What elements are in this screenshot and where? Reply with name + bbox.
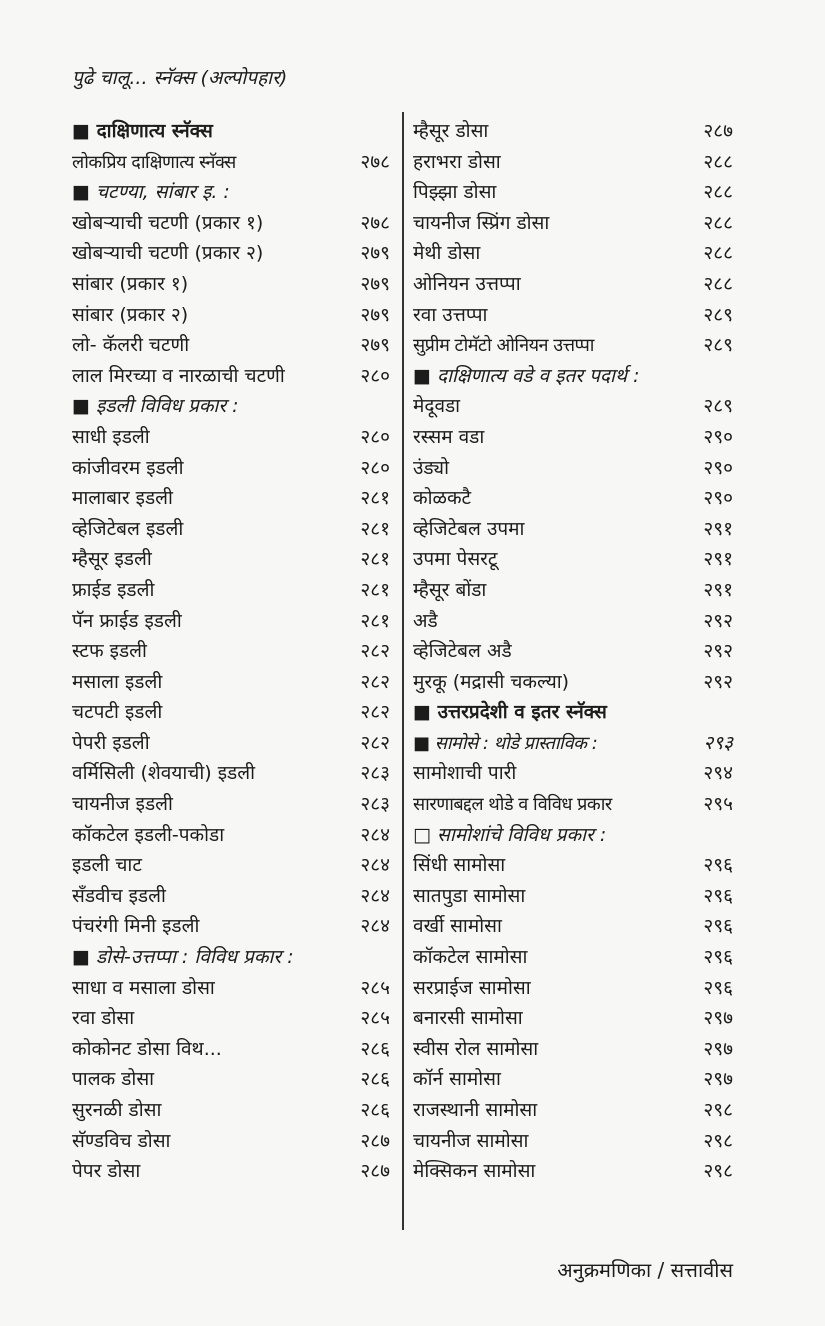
entry-label: उंड्यो: [413, 456, 449, 479]
entry-label: पेपर डोसा: [72, 1160, 141, 1183]
index-entry: [413, 973, 733, 1004]
entry-label: ■ दाक्षिणात्य स्‍नॅक्स: [72, 120, 213, 142]
index-entry: [413, 758, 733, 789]
index-heading: [72, 942, 390, 973]
entry-label: खोबऱ्याची चटणी (प्रकार २): [72, 242, 264, 265]
index-entry: [72, 238, 390, 269]
index-heading: [413, 820, 733, 851]
entry-label: मालाबार इडली: [72, 487, 173, 510]
page-number: २९५: [703, 793, 733, 816]
entry-label: रवा डोसा: [72, 1007, 135, 1030]
page-number: २८०: [360, 456, 390, 479]
page-number: २९८: [703, 1099, 733, 1121]
index-entry: [413, 1064, 733, 1095]
entry-label: चायनीज स्प्रिंग डोसा: [413, 211, 550, 234]
index-entry: [72, 881, 390, 912]
index-entry: [72, 728, 390, 759]
entry-label: रस्सम वडा: [413, 425, 485, 448]
entry-label: साधा व मसाला डोसा: [72, 976, 215, 999]
page-footer: अनुक्रमणिका / सत्तावीस: [557, 1258, 733, 1282]
entry-label: मेथी डोसा: [413, 242, 481, 265]
index-entry: [413, 575, 733, 606]
entry-label: पालक डोसा: [72, 1068, 155, 1091]
entry-label: कॉकटेल इडली-पकोडा: [72, 823, 225, 846]
entry-label: कोळकटै: [413, 487, 472, 510]
entry-label: इडली चाट: [72, 854, 142, 877]
index-entry: [413, 789, 733, 820]
entry-label: चायनीज सामोसा: [413, 1129, 529, 1152]
entry-label: मुरकू (मद्रासी चकल्या): [413, 670, 570, 693]
index-entry: [72, 789, 390, 820]
page-number: २९७: [703, 1037, 733, 1060]
entry-label: लाल मिरच्या व नारळाची चटणी: [72, 364, 285, 387]
page-number: २९७: [703, 1068, 733, 1091]
page-number: २८१: [360, 609, 390, 632]
index-heading: [72, 391, 390, 422]
index-entry: [413, 1156, 733, 1187]
page-number: २८०: [360, 364, 390, 387]
page-number: २८९: [703, 303, 733, 326]
index-entry: [72, 1064, 390, 1095]
page-number: २८४: [360, 823, 390, 846]
entry-label: मेक्सिकन सामोसा: [413, 1160, 536, 1183]
page-number: २९८: [703, 1129, 733, 1152]
index-entry: [72, 269, 390, 300]
index-heading: [413, 728, 733, 759]
page-number: २८२: [360, 670, 390, 693]
entry-label: ■ उत्तरप्रदेशी व इतर स्‍नॅक्स: [413, 701, 607, 724]
page-number: २८३: [360, 793, 390, 816]
column-divider: [402, 112, 404, 1230]
page-number: २८१: [360, 578, 390, 601]
entry-label: साधी इडली: [72, 425, 150, 448]
page-number: २८०: [360, 425, 390, 448]
entry-label: पेपरी इडली: [72, 731, 150, 754]
entry-label: पिझ्झा डोसा: [413, 181, 497, 204]
index-entry: [72, 911, 390, 942]
entry-label: बनारसी सामोसा: [413, 1007, 523, 1030]
page-number: २८२: [360, 701, 390, 724]
page-number: २८४: [360, 915, 390, 938]
index-heading: [72, 116, 390, 147]
index-entry: [72, 147, 390, 178]
index-entry: [72, 1156, 390, 1187]
index-entry: [413, 1095, 733, 1126]
entry-label: सॅण्डविच डोसा: [72, 1129, 171, 1152]
index-entry: [72, 361, 390, 392]
index-entry: [413, 483, 733, 514]
page-number: २९६: [703, 854, 733, 877]
entry-label: वर्मिसिली (शेवयाची) इडली: [72, 762, 256, 785]
page-number: २८७: [360, 1160, 390, 1183]
entry-label: पॅन फ्राईड इडली: [72, 609, 182, 632]
page-number: २९२: [703, 640, 733, 663]
index-entry: [72, 330, 390, 361]
index-entry: [72, 483, 390, 514]
entry-label: मसाला इडली: [72, 670, 163, 693]
entry-label: व्हेजिटेबल उपमा: [413, 517, 525, 540]
page-number: २८६: [360, 1099, 390, 1121]
page-number: २९०: [703, 456, 733, 479]
entry-label: सामोशाची पारी: [413, 762, 517, 785]
entry-label: कांजीवरम इडली: [72, 456, 184, 479]
entry-label: सांबार (प्रकार १): [72, 272, 189, 295]
entry-label: म्हैसूर इडली: [72, 548, 152, 571]
entry-label: हराभरा डोसा: [413, 150, 501, 173]
page-number: २८८: [703, 242, 733, 265]
page-number: २९८: [703, 1160, 733, 1183]
page-number: २९२: [703, 609, 733, 632]
entry-label: चटपटी इडली: [72, 701, 163, 724]
index-entry: [413, 942, 733, 973]
page-number: २८३: [360, 762, 390, 785]
page-number: २९०: [703, 425, 733, 448]
page-number: २९६: [703, 884, 733, 907]
page-number: २८९: [703, 395, 733, 418]
page-number: २९१: [703, 578, 733, 601]
entry-label: पंचरंगी मिनी इडली: [72, 915, 200, 938]
entry-label: सरप्राईज सामोसा: [413, 976, 531, 999]
entry-label: सारणाबद्दल थोडे व विविध प्रकार: [413, 794, 612, 816]
index-entry: [413, 177, 733, 208]
index-entry: [413, 116, 733, 147]
index-entry: [413, 269, 733, 300]
index-entry: [413, 881, 733, 912]
index-entry: [413, 300, 733, 331]
entry-label: □ सामोशांचे विविध प्रकार :: [413, 823, 607, 846]
entry-label: व्हेजिटेबल इडली: [72, 517, 184, 540]
entry-label: अडै: [413, 609, 438, 632]
page-number: २९७: [703, 1007, 733, 1030]
index-entry: [72, 1034, 390, 1065]
index-entry: [413, 330, 733, 361]
index-column-left: [72, 116, 390, 1187]
page-number: २९०: [703, 487, 733, 510]
entry-label: कॉर्न सामोसा: [413, 1068, 501, 1091]
index-entry: [413, 422, 733, 453]
page-number: २७९: [360, 242, 390, 265]
entry-label: स्वीस रोल सामोसा: [413, 1037, 539, 1060]
index-column-right: [413, 116, 733, 1187]
page-number: २८६: [360, 1037, 390, 1060]
index-entry: [413, 391, 733, 422]
index-entry: [72, 850, 390, 881]
entry-label: मेदूवडा: [413, 395, 461, 418]
entry-label: कोकोनट डोसा विथ...: [72, 1037, 222, 1060]
index-entry: [72, 300, 390, 331]
index-heading: [413, 361, 733, 392]
page-number: २७८: [360, 211, 390, 234]
entry-label: ■ डोसे-उत्तप्पा : विविध प्रकार :: [72, 946, 294, 969]
entry-label: ■ चटण्या, सांबार इ. :: [72, 181, 230, 204]
index-entry: [72, 1095, 390, 1126]
entry-label: कॉकटेल सामोसा: [413, 946, 528, 969]
page-number: २८७: [703, 120, 733, 142]
index-entry: [72, 636, 390, 667]
index-entry: [72, 820, 390, 851]
page-number: २९२: [703, 670, 733, 693]
entry-label: फ्राईड इडली: [72, 578, 155, 601]
index-entry: [413, 544, 733, 575]
page-number: २७९: [360, 272, 390, 295]
page-number: २८२: [360, 731, 390, 754]
entry-label: लोकप्रिय दाक्षिणात्य स्‍नॅक्स: [72, 151, 236, 173]
entry-label: ■ इडली विविध प्रकार :: [72, 395, 239, 418]
page-number: २८१: [360, 517, 390, 540]
index-entry: [72, 973, 390, 1004]
index-entry: [72, 514, 390, 545]
index-entry: [72, 1126, 390, 1157]
page-number: २८८: [703, 150, 733, 173]
entry-label: म्हैसूर डोसा: [413, 120, 489, 142]
index-entry: [72, 575, 390, 606]
page-number: २८८: [703, 211, 733, 234]
entry-label: व्हेजिटेबल अडै: [413, 640, 512, 663]
page-number: २८७: [360, 1129, 390, 1152]
entry-label: सुप्रीम टोमॅटो ओनियन उत्तप्पा: [413, 335, 594, 357]
index-entry: [413, 453, 733, 484]
page-number: २९६: [703, 915, 733, 938]
entry-label: लो- कॅलरी चटणी: [72, 334, 190, 357]
entry-label: चायनीज इडली: [72, 793, 173, 816]
index-entry: [413, 1034, 733, 1065]
index-entry: [413, 1003, 733, 1034]
entry-label: सँडवीच इडली: [72, 884, 166, 907]
index-entry: [72, 453, 390, 484]
index-entry: [72, 544, 390, 575]
entry-label: उपमा पेसरटू: [413, 548, 498, 571]
entry-label: ■ सामोसे : थोडे प्रास्ताविक :: [413, 732, 598, 754]
page-number: २९१: [703, 517, 733, 540]
entry-label: खोबऱ्याची चटणी (प्रकार १): [72, 211, 264, 234]
index-entry: [72, 1003, 390, 1034]
index-entry: [413, 238, 733, 269]
page-number: २८९: [703, 334, 733, 357]
index-entry: [72, 606, 390, 637]
page-number: २८८: [703, 181, 733, 204]
page-number: २९१: [703, 548, 733, 571]
index-heading: [413, 697, 733, 728]
running-header: पुढे चालू... स्‍नॅक्स (अल्पोपहार): [72, 67, 288, 89]
index-entry: [413, 667, 733, 698]
page-number: २८२: [360, 640, 390, 663]
index-entry: [72, 208, 390, 239]
index-entry: [72, 758, 390, 789]
page-number: २८८: [703, 272, 733, 295]
entry-label: सिंधी सामोसा: [413, 854, 506, 877]
index-entry: [72, 667, 390, 698]
index-entry: [413, 208, 733, 239]
entry-label: वर्खी सामोसा: [413, 915, 502, 938]
index-entry: [413, 850, 733, 881]
entry-label: स्टफ इडली: [72, 640, 147, 663]
page-number: २९४: [703, 762, 733, 785]
index-entry: [413, 1126, 733, 1157]
page-number: २७९: [360, 303, 390, 326]
entry-label: ■ दाक्षिणात्य वडे व इतर पदार्थ :: [413, 364, 640, 387]
entry-label: सुरनळी डोसा: [72, 1099, 162, 1121]
entry-label: सातपुडा सामोसा: [413, 884, 526, 907]
index-entry: [413, 147, 733, 178]
entry-label: सांबार (प्रकार २): [72, 303, 189, 326]
page-number: २७९: [360, 334, 390, 357]
page-number: २७८: [360, 150, 390, 173]
page-number: २८४: [360, 854, 390, 877]
page-number: २८६: [360, 1068, 390, 1091]
index-entry: [413, 911, 733, 942]
page-number: २८१: [360, 487, 390, 510]
index-entry: [413, 636, 733, 667]
index-entry: [72, 697, 390, 728]
page-number: २९६: [703, 946, 733, 969]
index-entry: [413, 514, 733, 545]
entry-label: म्हैसूर बोंडा: [413, 578, 487, 601]
page-number: २८५: [360, 1007, 390, 1030]
index-entry: [413, 606, 733, 637]
page-number: २९६: [703, 976, 733, 999]
entry-label: रवा उत्तप्पा: [413, 303, 488, 326]
index-entry: [72, 422, 390, 453]
entry-label: ओनियन उत्तप्पा: [413, 272, 521, 295]
page-number: २८१: [360, 548, 390, 571]
page-number: २८५: [360, 976, 390, 999]
index-heading: [72, 177, 390, 208]
page-number: २८४: [360, 884, 390, 907]
page-number: २९३: [703, 731, 733, 754]
entry-label: राजस्थानी सामोसा: [413, 1099, 538, 1121]
